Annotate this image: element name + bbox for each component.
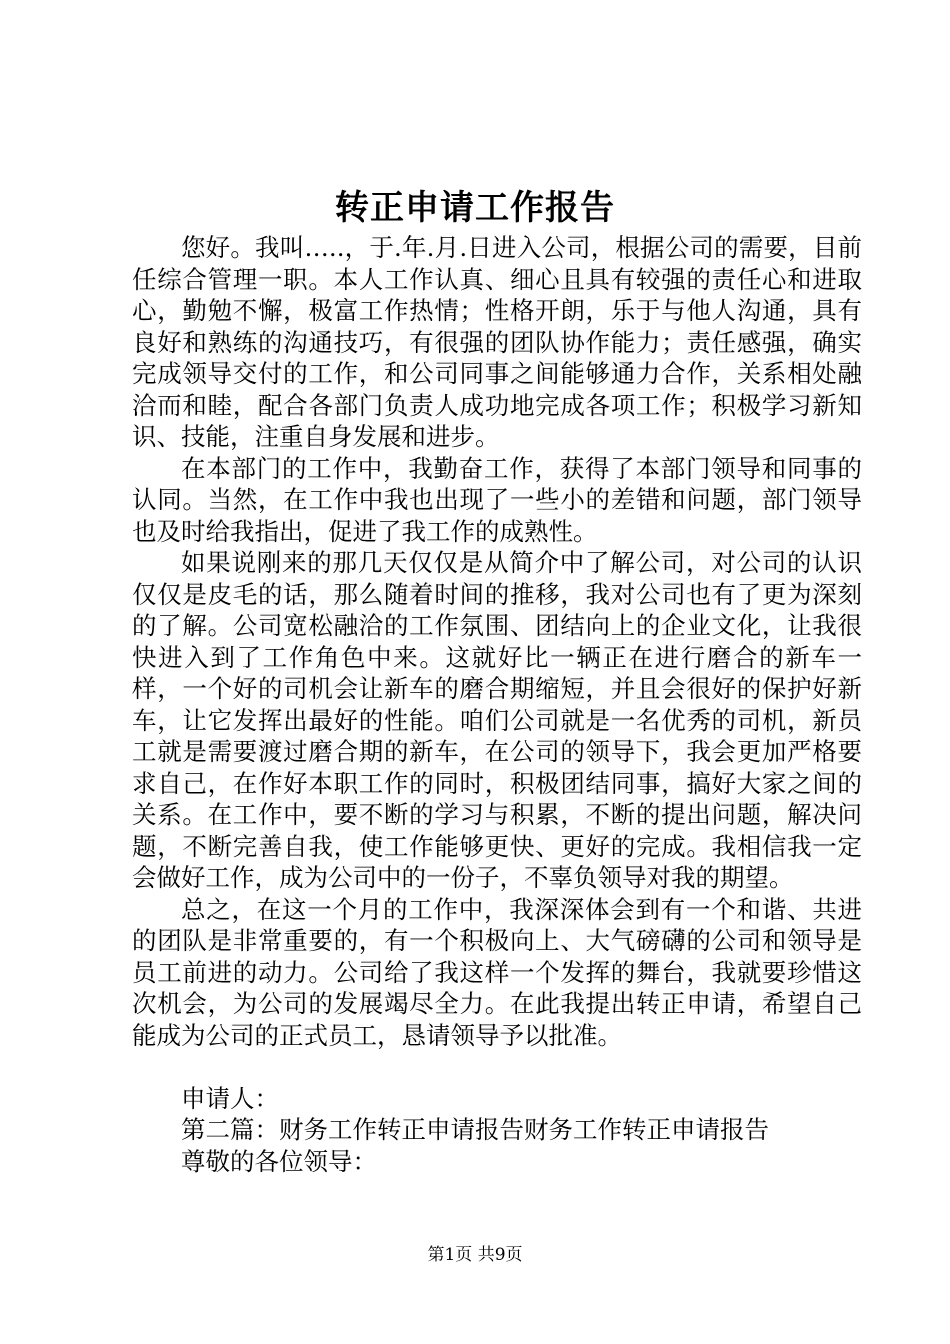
page-footer: 第1页 共9页 [427, 1245, 523, 1265]
blank-line [132, 1051, 862, 1083]
paragraph-intro: 您好。我叫…..，于.年.月.日进入公司，根据公司的需要，目前任综合管理一职。本人工作认真、细心且具有较强的责任心和进取心，勤勉不懈，极富工作热情；性格开朗，乐于与他人沟通，具有良好和熟练的沟通技巧，有很强的团队协作能力；责任感强，确实完成领导交付的工作，和公司同事之间能够通力合作，关系相处融洽而和睦，配合各部门负责人成功地完成各项工作；积极学习新知识、技能，注重自身发展和进步。 [132, 233, 862, 451]
applicant-label: 申请人： [181, 1083, 279, 1113]
salutation: 尊敬的各位领导： [181, 1146, 377, 1176]
paragraph-conclusion: 总之，在这一个月的工作中，我深深体会到有一个和谐、共进的团队是非常重要的，有一个积极向上、大气磅礴的公司和领导是员工前进的动力。公司给了我这样一个发挥的舞台，我就要珍惜这次机会，为公司的发展竭尽全力。在此我提出转正申请，希望自己能成为公司的正式员工，恳请领导予以批准。 [132, 894, 862, 1050]
paragraph-company: 如果说刚来的那几天仅仅是从简介中了解公司，对公司的认识仅仅是皮毛的话，那么随着时间的推移，我对公司也有了更为深刻的了解。公司宽松融洽的工作氛围、团结向上的企业文化，让我很快进入到了工作角色中来。这就好比一辆正在进行磨合的新车一样，一个好的司机会让新车的磨合期缩短，并且会很好的保护好新车，让它发挥出最好的性能。咱们公司就是一名优秀的司机，新员工就是需要渡过磨合期的新车，在公司的领导下，我会更加严格要求自己，在作好本职工作的同时，积极团结同事，搞好大家之间的关系。在工作中，要不断的学习与积累，不断的提出问题，解决问题，不断完善自我，使工作能够更快、更好的完成。我相信我一定会做好工作，成为公司中的一份子，不辜负领导对我的期望。 [132, 548, 862, 892]
document-title: 转正申请工作报告 [335, 188, 615, 228]
next-section-heading: 第二篇：财务工作转正申请报告财务工作转正申请报告 [181, 1115, 769, 1144]
paragraph-department: 在本部门的工作中，我勤奋工作，获得了本部门领导和同事的认同。当然，在工作中我也出现了一些小的差错和问题，部门领导也及时给我指出，促进了我工作的成熟性。 [132, 453, 862, 546]
document-body [132, 232, 862, 1177]
